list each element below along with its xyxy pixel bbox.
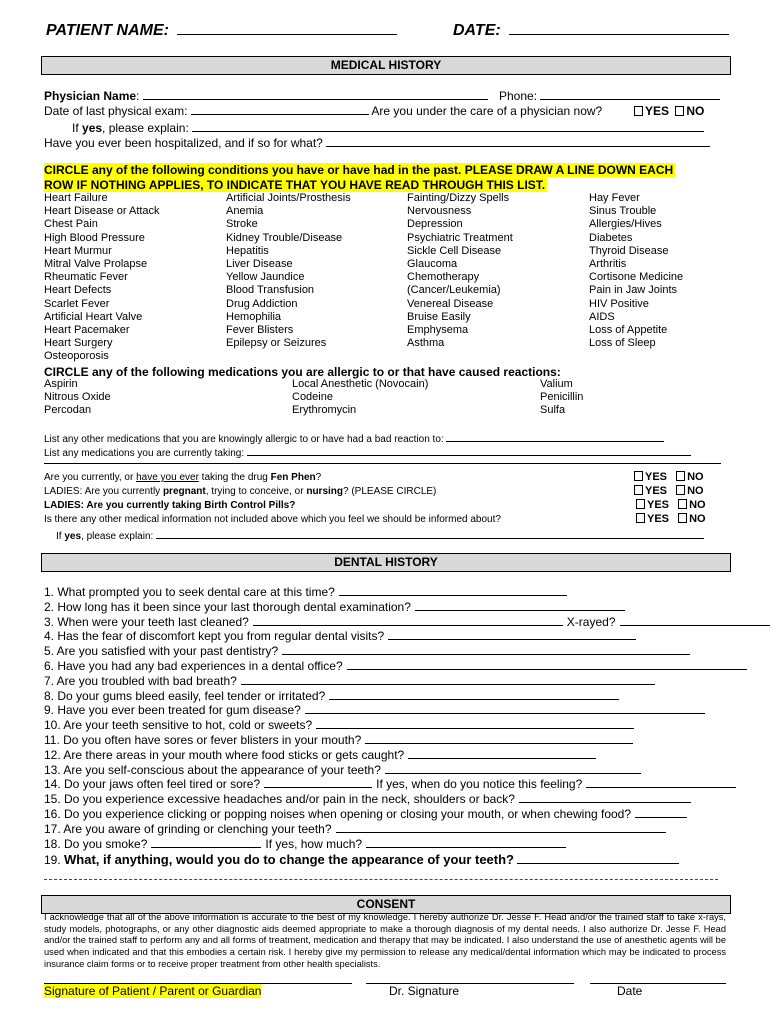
- dental-questions: [44, 585, 770, 851]
- patient-name-label: PATIENT NAME:: [46, 22, 169, 39]
- dental-history-header: DENTAL HISTORY: [41, 553, 731, 572]
- dental-question-text: 16. Do you experience clicking or popping noises when opening or closing your mouth, or when chewing food?: [44, 806, 632, 821]
- answer-line[interactable]: [388, 629, 636, 640]
- condition-item[interactable]: Nervousness: [407, 205, 472, 218]
- condition-item[interactable]: Loss of Sleep: [589, 337, 656, 350]
- dental-question[interactable]: [44, 822, 770, 837]
- condition-item[interactable]: Chemotherapy: [407, 271, 480, 284]
- conditions-column-2: [226, 192, 351, 350]
- condition-item[interactable]: Venereal Disease: [407, 297, 494, 310]
- dental-question-text: 7. Are you troubled with bad breath?: [44, 673, 237, 688]
- other-info-checkboxes[interactable]: YES NO: [636, 513, 706, 525]
- physician-name-line[interactable]: [143, 89, 488, 100]
- current-meds-line[interactable]: [247, 445, 691, 456]
- condition-item[interactable]: Diabetes: [589, 231, 633, 244]
- condition-item[interactable]: Scarlet Fever: [44, 297, 110, 310]
- other-info-explain-line[interactable]: [156, 528, 704, 539]
- other-info-question: Is there any other medical information not included above which you feel we should be informed about?: [44, 514, 501, 525]
- answer-line[interactable]: [365, 733, 633, 744]
- condition-item[interactable]: Asthma: [407, 337, 445, 350]
- other-allergies-question: List any other medications that you are knowingly allergic to or have had a bad reaction to:: [44, 434, 444, 445]
- date-line[interactable]: [509, 20, 729, 35]
- condition-item[interactable]: Drug Addiction: [226, 297, 298, 310]
- physician-name-label: Physician Name: [44, 89, 137, 103]
- fenphen-checkboxes[interactable]: YES NO: [634, 471, 704, 483]
- condition-item[interactable]: Heart Surgery: [44, 337, 113, 350]
- hospitalized-line[interactable]: [326, 136, 710, 147]
- fenphen-question: Are you currently, or have you ever taking the drug Fen Phen?: [44, 472, 322, 483]
- dental-question-19-text: What, if anything, would you do to change the appearance of your teeth?: [64, 852, 514, 867]
- answer-line[interactable]: [151, 837, 261, 848]
- dental-question-text: 8. Do your gums bleed easily, feel tender or irritated?: [44, 688, 326, 703]
- condition-item[interactable]: Mitral Valve Prolapse: [44, 258, 148, 271]
- condition-item[interactable]: Artificial Joints/Prosthesis: [226, 192, 351, 204]
- dental-question-text: 6. Have you had any bad experiences in a dental office?: [44, 658, 343, 673]
- condition-item[interactable]: High Blood Pressure: [44, 231, 145, 244]
- circle-instruction-line1: CIRCLE any of the following conditions you have or have had in the past. PLEASE DRAW A LINE DOWN EACH: [44, 163, 674, 177]
- condition-item[interactable]: AIDS: [589, 310, 615, 323]
- current-meds-line-2[interactable]: [44, 463, 721, 464]
- condition-item[interactable]: Blood Transfusion: [226, 284, 315, 297]
- condition-item[interactable]: Arthritis: [589, 258, 627, 271]
- dental-question[interactable]: [44, 659, 770, 674]
- condition-item[interactable]: Yellow Jaundice: [226, 271, 305, 284]
- allergy-item[interactable]: Aspirin: [44, 378, 78, 390]
- answer-line[interactable]: [620, 615, 770, 626]
- condition-item[interactable]: Cortisone Medicine: [589, 271, 684, 284]
- yes-checkbox[interactable]: [634, 106, 643, 116]
- dental-question[interactable]: [44, 629, 770, 644]
- answer-line[interactable]: [316, 718, 634, 729]
- answer-line[interactable]: [385, 763, 641, 774]
- answer-line[interactable]: [329, 689, 619, 700]
- condition-item[interactable]: Psychiatric Treatment: [407, 231, 513, 244]
- dental-question[interactable]: [44, 674, 770, 689]
- condition-item[interactable]: Thyroid Disease: [589, 244, 669, 257]
- date-signature-label: Date: [617, 984, 643, 998]
- no-label: NO: [686, 104, 705, 118]
- allergy-item[interactable]: Nitrous Oxide: [44, 391, 111, 404]
- if-yes-explain-row[interactable]: [72, 121, 704, 135]
- answer-line[interactable]: [635, 807, 687, 818]
- condition-item[interactable]: Osteoporosis: [44, 350, 109, 363]
- allergy-item[interactable]: Sulfa: [540, 404, 566, 417]
- dental-question[interactable]: [44, 644, 770, 659]
- condition-item[interactable]: (Cancer/Leukemia): [407, 284, 501, 297]
- dental-question[interactable]: [44, 733, 770, 748]
- dental-question-text: 10. Are your teeth sensitive to hot, cold or sweets?: [44, 718, 313, 733]
- physician-name-row[interactable]: Physician Name:: [44, 89, 488, 103]
- answer-line[interactable]: [339, 585, 567, 596]
- dental-question-text: 4. Has the fear of discomfort kept you from regular dental visits?: [44, 629, 385, 644]
- dental-question-text: 13. Are you self-conscious about the appearance of your teeth?: [44, 762, 381, 777]
- no-checkbox[interactable]: [676, 485, 685, 495]
- circle-instruction-line2: ROW IF NOTHING APPLIES, TO INDICATE THAT YOU HAVE READ THROUGH THIS LIST.: [44, 178, 546, 192]
- conditions-column-1: [44, 192, 160, 364]
- condition-item[interactable]: Heart Defects: [44, 284, 112, 297]
- answer-line[interactable]: [241, 674, 655, 685]
- dental-question-text: 12. Are there areas in your mouth where food sticks or gets caught?: [44, 747, 405, 762]
- dental-question[interactable]: [44, 777, 770, 792]
- dental-question[interactable]: [44, 689, 770, 704]
- last-exam-row[interactable]: [44, 104, 602, 118]
- condition-item[interactable]: Epilepsy or Seizures: [226, 337, 327, 350]
- answer-line[interactable]: [336, 822, 666, 833]
- condition-item[interactable]: Artificial Heart Valve: [44, 310, 143, 323]
- condition-item[interactable]: Kidney Trouble/Disease: [226, 231, 343, 244]
- dental-question[interactable]: [44, 807, 770, 822]
- answer-line[interactable]: [519, 792, 691, 803]
- other-allergies-line[interactable]: [446, 431, 664, 442]
- answer-line[interactable]: [517, 853, 679, 864]
- consent-text: I acknowledge that all of the above information is accurate to the best of my knowledge. I hereby authorize Dr. Jesse F. Head and/or the trained staff to take x-rays, study models, photographs, or any other diagnostic aids deemed appropriate to make a thorough diagnosis of my dental needs. I also authorize Dr. Jesse F. Head and/or the trained staff to perform any and all forms of treatment, medication and therapy that may be indicated. I also understand the use of anesthetic agents will be used when indicated and that this embodies a certain risk. I hereby give my permission to release any medical/dental information which may be indicated to process insurance claim forms or to receive proper treatment from other health specialists.: [44, 912, 726, 969]
- answer-line[interactable]: [264, 777, 372, 788]
- phone-label: Phone:: [499, 89, 538, 103]
- condition-item[interactable]: Heart Failure: [44, 192, 108, 204]
- pregnant-question: LADIES: Are you currently pregnant, trying to conceive, or nursing? (PLEASE CIRCLE): [44, 486, 437, 497]
- allergy-instruction: CIRCLE any of the following medications you are allergic to or that have caused reactions:: [44, 365, 561, 379]
- allergy-item[interactable]: Erythromycin: [292, 404, 357, 417]
- condition-item[interactable]: Heart Disease or Attack: [44, 205, 160, 218]
- date-label: DATE:: [453, 22, 501, 39]
- condition-item[interactable]: Hay Fever: [589, 192, 640, 204]
- condition-item[interactable]: Liver Disease: [226, 258, 293, 271]
- condition-item[interactable]: Rheumatic Fever: [44, 271, 128, 284]
- answer-line[interactable]: [408, 748, 596, 759]
- condition-item[interactable]: Loss of Appetite: [589, 324, 668, 337]
- hospitalized-row[interactable]: [44, 136, 710, 150]
- dr-signature-label: Dr. Signature: [389, 984, 460, 998]
- yes-checkbox[interactable]: [636, 513, 645, 523]
- allergy-item[interactable]: Codeine: [292, 391, 333, 404]
- current-meds-question: List any medications you are currently taking:: [44, 448, 245, 459]
- condition-item[interactable]: Stroke: [226, 218, 258, 231]
- condition-item[interactable]: Fever Blisters: [226, 324, 294, 337]
- allergy-item[interactable]: Valium: [540, 378, 573, 390]
- allergies-column-1: [44, 378, 111, 418]
- dental-question[interactable]: [44, 748, 770, 763]
- yes-label: YES: [645, 104, 670, 118]
- dental-question[interactable]: [44, 792, 770, 807]
- last-exam-label: Date of last physical exam:: [44, 104, 188, 118]
- phone-line[interactable]: [540, 89, 720, 100]
- dental-question-19[interactable]: 19. What, if anything, would you do to change the appearance of your teeth?: [44, 852, 679, 867]
- current-meds-row[interactable]: [44, 445, 691, 459]
- allergy-item[interactable]: Local Anesthetic (Novocain): [292, 378, 429, 390]
- answer-line[interactable]: [366, 837, 566, 848]
- conditions-column-4: [589, 192, 683, 350]
- yes-checkbox[interactable]: [634, 485, 643, 495]
- under-care-checkboxes[interactable]: [634, 104, 704, 118]
- dental-question-text: 18. Do you smoke?: [44, 836, 148, 851]
- birth-control-question: LADIES: Are you currently taking Birth Control Pills?: [44, 500, 296, 511]
- no-checkbox[interactable]: [678, 513, 687, 523]
- yes-word: yes: [82, 121, 103, 135]
- condition-item[interactable]: Allergies/Hives: [589, 218, 662, 231]
- date-signature-line[interactable]: [590, 983, 726, 984]
- dental-question[interactable]: [44, 718, 770, 733]
- condition-item[interactable]: Hemophilia: [226, 310, 282, 323]
- dental-question[interactable]: [44, 763, 770, 778]
- condition-item[interactable]: Glaucoma: [407, 258, 458, 271]
- dental-question-text: 5. Are you satisfied with your past dentistry?: [44, 644, 279, 659]
- dental-followup-text: If yes, when do you notice this feeling?: [376, 777, 583, 792]
- pregnant-checkboxes[interactable]: YES NO: [634, 485, 704, 497]
- dental-question[interactable]: [44, 837, 770, 852]
- hospitalized-question: Have you ever been hospitalized, and if so for what?: [44, 136, 323, 150]
- dental-question-text: 14. Do your jaws often feel tired or sore?: [44, 777, 261, 792]
- other-info-explain-row[interactable]: If yes, please explain:: [56, 528, 704, 542]
- conditions-column-3: [407, 192, 513, 350]
- date-field[interactable]: [453, 20, 729, 40]
- dental-question-text: 9. Have you ever been treated for gum disease?: [44, 703, 301, 718]
- condition-item[interactable]: Heart Murmur: [44, 244, 112, 257]
- dental-question-text: 11. Do you often have sores or fever blisters in your mouth?: [44, 732, 362, 747]
- explain-label: , please explain:: [102, 121, 189, 135]
- birth-control-checkboxes[interactable]: YES NO: [636, 499, 706, 511]
- no-checkbox[interactable]: [675, 106, 684, 116]
- answer-line[interactable]: [586, 777, 736, 788]
- dental-question[interactable]: [44, 703, 770, 718]
- medical-history-header: MEDICAL HISTORY: [41, 56, 731, 75]
- answer-line[interactable]: [282, 644, 690, 655]
- allergies-column-3: [540, 378, 583, 418]
- dental-question-text: 3. When were your teeth last cleaned?: [44, 614, 249, 629]
- condition-item[interactable]: Emphysema: [407, 324, 469, 337]
- consent-header: CONSENT: [41, 895, 731, 914]
- condition-item[interactable]: Fainting/Dizzy Spells: [407, 192, 510, 204]
- allergy-item[interactable]: Percodan: [44, 404, 92, 417]
- dental-question-text: 15. Do you experience excessive headaches and/or pain in the neck, shoulders or back?: [44, 792, 515, 807]
- patient-name-line[interactable]: [177, 20, 397, 35]
- patient-name-field[interactable]: [46, 20, 397, 40]
- dental-question-text: 2. How long has it been since your last thorough dental examination?: [44, 599, 411, 614]
- yes-checkbox[interactable]: [634, 471, 643, 481]
- condition-item[interactable]: Sinus Trouble: [589, 205, 657, 218]
- answer-line[interactable]: [415, 600, 625, 611]
- condition-item[interactable]: Heart Pacemaker: [44, 324, 130, 337]
- answer-line[interactable]: [253, 615, 563, 626]
- condition-item[interactable]: Depression: [407, 218, 463, 231]
- dental-question[interactable]: [44, 585, 770, 600]
- explain-line[interactable]: [192, 121, 704, 132]
- last-exam-line[interactable]: [191, 104, 369, 115]
- dental-question[interactable]: [44, 600, 770, 615]
- answer-line[interactable]: [347, 659, 747, 670]
- dental-question[interactable]: [44, 615, 770, 630]
- dental-followup-text: X-rayed?: [566, 614, 616, 629]
- patient-signature-label: Signature of Patient / Parent or Guardian: [44, 984, 262, 998]
- yes-checkbox[interactable]: [636, 499, 645, 509]
- condition-item[interactable]: Pain in Jaw Joints: [589, 284, 678, 297]
- condition-item[interactable]: Sickle Cell Disease: [407, 244, 502, 257]
- condition-item[interactable]: HIV Positive: [589, 297, 649, 310]
- q19-answer-line-2[interactable]: [44, 879, 718, 880]
- condition-item[interactable]: Chest Pain: [44, 218, 98, 231]
- if-label: If: [72, 121, 79, 135]
- no-checkbox[interactable]: [678, 499, 687, 509]
- other-allergies-row[interactable]: [44, 431, 664, 445]
- dental-followup-text: If yes, how much?: [265, 836, 363, 851]
- condition-item[interactable]: Anemia: [226, 205, 264, 218]
- answer-line[interactable]: [305, 703, 705, 714]
- condition-item[interactable]: Bruise Easily: [407, 310, 471, 323]
- allergy-item[interactable]: Penicillin: [540, 391, 584, 404]
- no-checkbox[interactable]: [676, 471, 685, 481]
- under-care-question: Are you under the care of a physician now?: [371, 104, 603, 118]
- dental-question-text: 17. Are you aware of grinding or clenching your teeth?: [44, 821, 332, 836]
- condition-item[interactable]: Hepatitis: [226, 244, 269, 257]
- allergies-column-2: [292, 378, 428, 418]
- dental-question-text: 1. What prompted you to seek dental care at this time?: [44, 585, 335, 599]
- phone-row[interactable]: [499, 89, 720, 103]
